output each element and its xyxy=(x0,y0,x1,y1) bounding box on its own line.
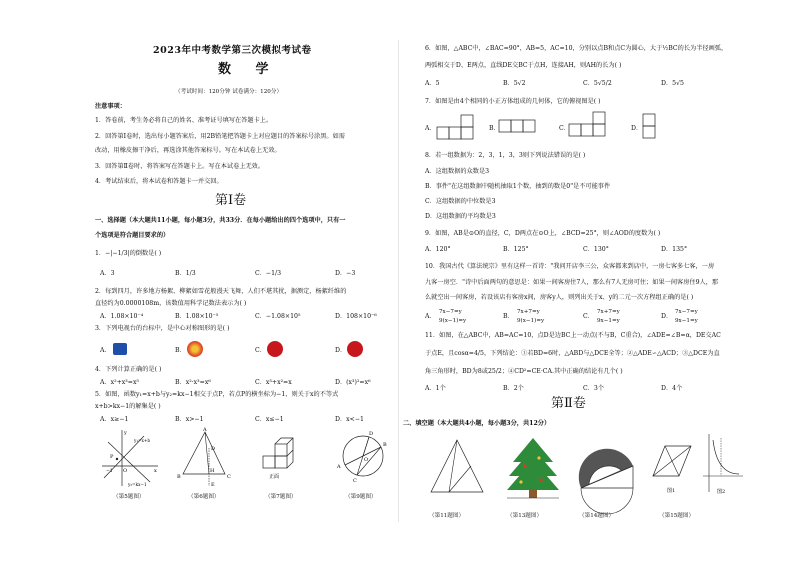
figure-q9 xyxy=(335,428,395,488)
origin-label: O xyxy=(123,468,128,474)
q4-stem: 4．下列计算正确的是( ) xyxy=(95,366,162,373)
option: C．x³+x²=x xyxy=(255,379,292,386)
option: B．125° xyxy=(503,246,529,253)
figure-caption: （第6题图） xyxy=(188,494,220,500)
q10-stem: 10．我国古代《算法统宗》里有这样一首诗："我问开店李三公，众客都来到店中，一房七客多七客，一房 xyxy=(425,263,715,270)
line-label: y₂=kx−1 xyxy=(128,482,147,487)
vertex-label: B xyxy=(177,474,181,480)
q7-option-c-figure xyxy=(569,110,613,140)
option: C．x≤−1 xyxy=(255,416,284,423)
equation: 9(x−1)=y xyxy=(439,318,467,324)
q8-stem: 8．若一组数据为：2，3，1，3，3则下列说法错误的是( ) xyxy=(425,152,586,159)
option: A．1个 xyxy=(425,385,446,392)
q7-option-b-figure xyxy=(499,118,543,138)
option: D． xyxy=(631,125,643,132)
option: B．2个 xyxy=(503,385,524,392)
notes-heading: 注意事项： xyxy=(95,103,126,110)
figure-q15-1 xyxy=(649,436,695,496)
q7-stem: 7．如图是由4个相同的小正方体组成的几何体，它的俯视图是( ) xyxy=(425,98,601,105)
option: D．108×10⁻⁶ xyxy=(335,313,377,320)
figure-caption: （第14题图） xyxy=(579,513,615,519)
note-item: 4．考试结束后，将本试卷和答题卡一并交回。 xyxy=(95,178,223,185)
option: D．这组数据的平均数是3 xyxy=(425,213,496,220)
axis-label: y xyxy=(124,430,127,436)
vertex-label: D xyxy=(369,431,374,437)
equation: 7x−7=y xyxy=(675,309,698,315)
q9-stem: 9．如图，AB是⊙O的直径，C，D两点在⊙O上，∠BCD=25°，则∠AOD的度数为( ) xyxy=(425,230,661,237)
option-letter: A． xyxy=(425,313,436,320)
line-label: y₁=x+b xyxy=(134,438,151,443)
option: D．−3 xyxy=(335,270,356,277)
option: A．3 xyxy=(100,270,115,277)
equation: 7x+7=y xyxy=(517,309,540,315)
q3-stem: 3．下列电视台的台标中，是中心对称图形的是( ) xyxy=(95,325,230,332)
vertex-label: C xyxy=(353,478,357,484)
q10-stem: 九客一房空．"诗中后面两句的意思是：如果一间客房住7人，那么有7人无房可住；如果一间客房住9人，那 xyxy=(425,279,719,286)
part1-title: 第Ⅰ卷 xyxy=(215,193,247,208)
option: B．x²·x³=x⁶ xyxy=(175,379,211,386)
figure-q6 xyxy=(175,428,235,488)
exam-info: （考试时间：120分钟 试卷满分：120分） xyxy=(175,89,283,95)
q10-stem: 么就空出一间客房，若设该店有客房x间，房客y人，则列出关于x、y的二元一次方程组正确的是( ) xyxy=(425,294,694,301)
option: B．1.08×10⁻⁵ xyxy=(175,313,219,320)
tick-label: −1 xyxy=(106,469,113,474)
option: C．−1.08×10⁵ xyxy=(255,313,301,320)
option: A． xyxy=(100,347,111,354)
figure-caption: （第5题图） xyxy=(113,494,145,500)
q1-stem: 1．−|−1/3|的倒数是( ) xyxy=(95,250,162,257)
equation: 9x−1=y xyxy=(597,318,620,324)
option: A．x²+x³=x⁵ xyxy=(100,379,139,386)
tv-logo-c-icon xyxy=(267,341,283,357)
q6-stem: 两弧相交于D、E两点，直线DE交BC于点H，连接AH，则AH的长为( ) xyxy=(425,62,622,69)
equation: 9x−1=y xyxy=(675,318,698,324)
q5-stem: x+b>kx−1的解集是( ) xyxy=(95,403,161,410)
subject-title: 数 学 xyxy=(218,62,279,77)
equation: 7x+7=y xyxy=(597,309,620,315)
part1-intro: 个选项是符合题目要求的） xyxy=(95,232,170,239)
q2-stem: 直径约为0.0000108m，该数值用科学记数法表示为( ) xyxy=(95,300,247,307)
option: D．4个 xyxy=(661,385,683,392)
option: C．130° xyxy=(583,246,609,253)
figure-q5 xyxy=(100,428,160,488)
front-label: 正面 xyxy=(269,474,280,480)
q11-stem: 于点E，且cosα=4/5，下列结论：①若BD=6时，△ABD与△DCE全等；②△ADE∽△ACD；③△DCE为直 xyxy=(425,350,720,357)
option-letter: C． xyxy=(583,313,594,320)
tv-logo-b-icon xyxy=(187,341,203,357)
q7-option-d-figure xyxy=(643,112,663,142)
vertex-label: O xyxy=(364,457,369,463)
option: B．1/3 xyxy=(175,270,196,277)
q5-stem: 5．如图，函数y₁=x+b与y₂=kx−1相交于点P，若点P的横坐标为−1，则关于x的不等式 xyxy=(95,391,339,398)
option-letter: B． xyxy=(503,313,514,320)
vertex-label: A xyxy=(203,427,207,433)
figure-caption: （第7题图） xyxy=(265,494,297,500)
figure-caption: （第11题图） xyxy=(429,513,465,519)
option: B．事件"在这组数据中随机抽取1个数，抽到的数是0"是不可能事件 xyxy=(425,183,611,190)
tree-figure-icon xyxy=(505,436,561,500)
part2-intro: 二、填空题（本大题共4小题，每小题3分，共12分） xyxy=(403,420,551,427)
option: A．这组数据的众数是3 xyxy=(425,168,490,175)
option: A．120° xyxy=(425,246,451,253)
q7-option-a-figure xyxy=(437,114,481,144)
option: B． xyxy=(489,125,500,132)
figure-q11 xyxy=(427,436,487,500)
vertex-label: B xyxy=(383,442,387,448)
option: B．5√2 xyxy=(503,80,526,87)
equation: 7x−7=y xyxy=(439,309,462,315)
option: D．135° xyxy=(661,246,688,253)
option: A．5 xyxy=(425,80,440,87)
tv-logo-a-icon xyxy=(113,343,127,355)
vertex-label: H xyxy=(210,468,215,474)
option: A． xyxy=(425,125,436,132)
q11-stem: 11．如图，在△ABC中，AB=AC=10，点D是边BC上一动点(不与B，C重合)，∠ADE=∠B=α，DE交AC xyxy=(425,332,721,339)
column-divider xyxy=(398,40,399,522)
option: C．3个 xyxy=(583,385,605,392)
option: C．−1/3 xyxy=(255,270,282,277)
exam-title: 2023年中考数学第三次模拟考试卷 xyxy=(153,45,312,56)
vertex-label: E xyxy=(211,482,215,488)
figure-caption: （第15题图） xyxy=(659,513,695,519)
point-label: P xyxy=(110,454,114,460)
option: A．1.08×10⁻⁴ xyxy=(100,313,144,320)
tv-logo-d-icon xyxy=(347,341,363,357)
option-letter: D． xyxy=(661,313,673,320)
equation: 9(x−1)=y xyxy=(517,318,545,324)
note-item: 2．回答第Ⅰ卷时，选出每小题答案后，用2B铅笔把答题卡上对应题目的答案标号涂黑。如需 xyxy=(95,133,345,140)
vertex-label: D xyxy=(211,446,216,452)
q6-stem: 6．如图，△ABC中，∠BAC=90°，AB=5，AC=10，分别以点B和点C为圆心，大于½BC的长为半径画弧， xyxy=(425,45,728,52)
q11-stem: 角三角形时，BD为8或25/2；④CD²=CE·CA.其中正确的结论有几个( ) xyxy=(425,368,623,375)
option: C． xyxy=(559,125,570,132)
figure-q14 xyxy=(575,436,639,500)
option: B．x>−1 xyxy=(175,416,204,423)
subfigure-label: 图2 xyxy=(717,489,726,495)
note-item: 改动，用橡皮擦干净后，再选涂其他答案标号。写在本试卷上无效。 xyxy=(95,147,281,154)
option: C．5√5/2 xyxy=(583,80,612,87)
note-item: 3．回答第Ⅱ卷时，将答案写在答题卡上。写在本试卷上无效。 xyxy=(95,163,265,170)
option: C． xyxy=(255,347,266,354)
option: D． xyxy=(335,347,347,354)
q2-stem: 2．每到四月，许多地方杨絮、柳絮如雪花般漫天飞舞，人们不堪其扰，据测定，杨絮纤维的 xyxy=(95,288,347,295)
option: D．x<−1 xyxy=(335,416,364,423)
vertex-label: A xyxy=(337,464,341,470)
note-item: 1．答卷前，考生务必将自己的姓名、准考证号填写在答题卡上。 xyxy=(95,117,273,124)
figure-caption: （第13题图） xyxy=(507,513,543,519)
figure-q7 xyxy=(255,432,315,482)
part2-title: 第Ⅱ卷 xyxy=(551,396,586,411)
option: B． xyxy=(175,347,186,354)
axis-label: x xyxy=(154,468,157,474)
option: D．5√5 xyxy=(661,80,684,87)
figure-caption: （第9题图） xyxy=(345,494,377,500)
part1-intro: 一、选择题（本大题共11小题，每小题3分，共33分．在每小题给出的四个选项中，只有一 xyxy=(95,217,346,224)
option: A．x≥−1 xyxy=(100,416,129,423)
option: C．这组数据的中位数是3 xyxy=(425,198,496,205)
figure-q15-2 xyxy=(699,430,745,496)
vertex-label: C xyxy=(227,474,231,480)
option: D．(x³)²=x⁶ xyxy=(335,379,371,386)
subfigure-label: 图1 xyxy=(667,488,676,494)
